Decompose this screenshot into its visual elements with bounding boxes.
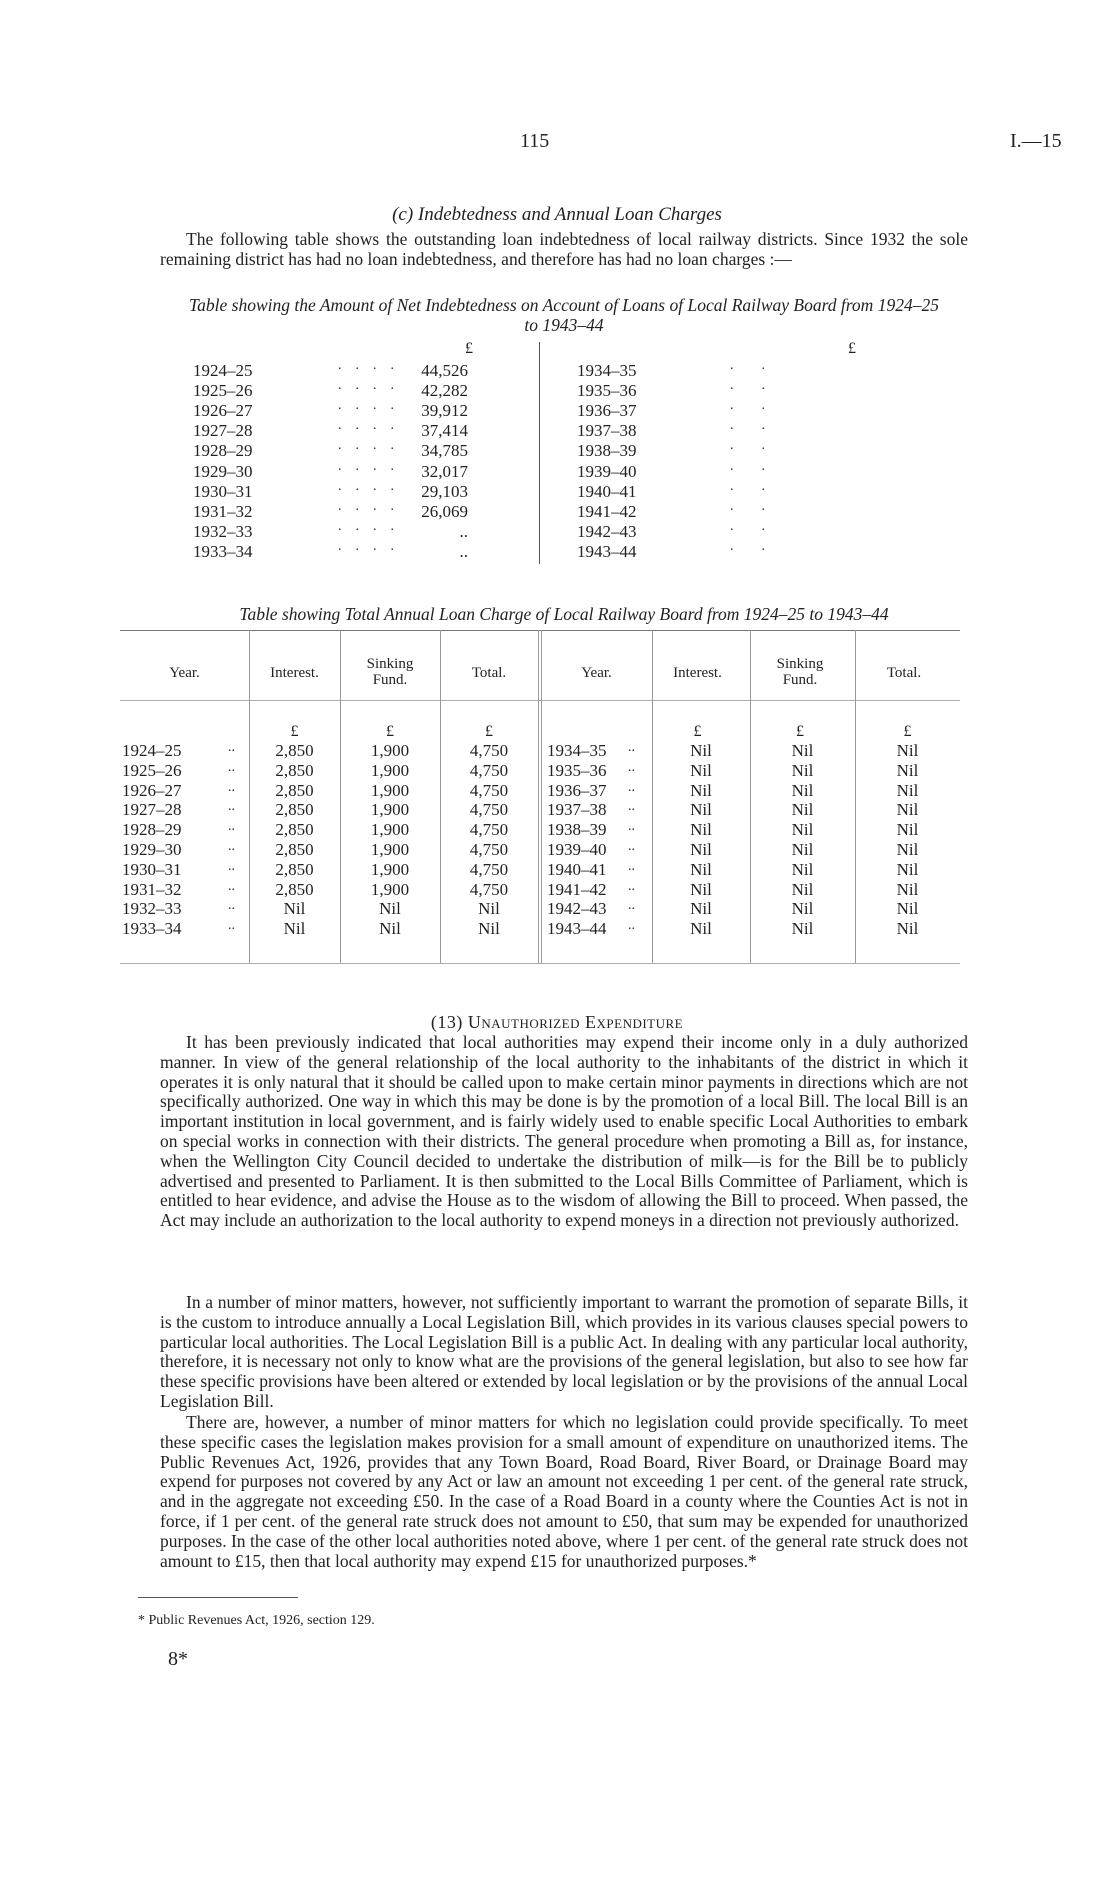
table2-year: 1943–44 <box>547 919 607 939</box>
table2-interest-cell: 2,850 <box>275 780 314 800</box>
table1-value: .. <box>459 521 468 541</box>
table2-year: 1930–31 <box>122 859 182 879</box>
table2-total-cell: Nil <box>896 919 919 939</box>
table2-leader-dots: .. <box>228 878 235 894</box>
table2-total-cell: 4,750 <box>469 760 509 780</box>
table2-header-rule <box>120 700 960 701</box>
table2-total-cell: Nil <box>478 919 500 939</box>
table1-left-currency: £ <box>465 340 473 357</box>
table2-sinking-cell: Nil <box>791 899 814 919</box>
table2-year: 1933–34 <box>122 919 182 939</box>
table1-year: 1942–43 <box>577 521 637 541</box>
table2-interest-cell: Nil <box>690 879 712 899</box>
table1-year: 1932–33 <box>193 521 253 541</box>
table2-total-cell: Nil <box>896 840 919 859</box>
table1-year: 1928–29 <box>193 441 253 461</box>
table1-divider <box>539 342 540 564</box>
table1-value: 29,103 <box>421 481 468 501</box>
table2-column-rule <box>538 630 539 963</box>
table2-interest-cell: Nil <box>690 899 712 919</box>
table2-total-cell: Nil <box>896 741 919 760</box>
table2-sinking-cell: Nil <box>379 899 401 919</box>
table2-sinking-cell: Nil <box>791 741 814 760</box>
table1-value: 34,785 <box>421 441 468 461</box>
table1-year: 1935–36 <box>577 381 637 401</box>
table2-sinking-cell: Nil <box>791 780 814 800</box>
page-reference: I.—15 <box>1010 130 1062 152</box>
table2-year: 1932–33 <box>122 899 182 919</box>
table1-leader-dots: .... <box>338 378 408 394</box>
table2-leader-dots: .. <box>228 858 235 874</box>
table1-value: .. <box>730 378 793 394</box>
table2-year: 1938–39 <box>547 820 607 840</box>
table1-leader-dots: .... <box>338 358 408 373</box>
table2-leader-dots: .. <box>628 918 635 934</box>
table2-leader-dots: .. <box>228 839 235 854</box>
table2-header-total: Total. <box>886 665 922 681</box>
section-13-paragraph-2: In a number of minor matters, however, not sufficiently important to warrant the promotion of separate Bills, it is the custom to introduce annually a Local Legislation Bill, which provides in its various clauses special powers to particular local authorities. The Local Legislation Bill is a public Act. In dealing with any particular local authority, therefore, it is necessary not only to know what are the provisions of the general legislation, but also to see how far these specific provisions have been altered or extended by local legislation or by the provisions of the annual Local Legislation Bill. <box>160 1292 968 1411</box>
table2-leader-dots: .. <box>628 839 635 854</box>
table1-value: .. <box>730 438 793 454</box>
table2-total-cell: 4,750 <box>469 820 509 840</box>
table2-bottom-rule <box>120 963 960 964</box>
table2-interest-cell: Nil <box>690 741 712 760</box>
table2-sinking-cell: 1,900 <box>370 840 410 859</box>
table1-value: .. <box>459 541 468 561</box>
table1-value: .. <box>730 538 793 554</box>
table1-year: 1936–37 <box>577 401 637 421</box>
table2-total-cell: Nil <box>896 760 919 780</box>
table2-interest-cell: Nil <box>690 919 712 939</box>
table2-sinking-cell: 1,900 <box>370 820 410 840</box>
table2-leader-dots: .. <box>628 898 635 914</box>
table1-value: 37,414 <box>421 421 468 441</box>
table2-total-cell: 4,750 <box>469 741 509 760</box>
table2-year: 1942–43 <box>547 899 607 919</box>
table1-right-currency: £ <box>848 340 856 357</box>
table2-year: 1940–41 <box>547 859 607 879</box>
table2-total-cell: 4,750 <box>469 800 509 820</box>
table1-year: 1929–30 <box>193 461 253 481</box>
table2-currency: £ <box>290 723 299 740</box>
table2-header-sinking-line1: Sinking <box>366 656 414 672</box>
table1-value: .. <box>730 358 793 373</box>
table2-total-cell: Nil <box>896 859 919 879</box>
section-13-number: (13) <box>430 1012 463 1032</box>
table2-total-cell: 4,750 <box>469 859 509 879</box>
table2-interest-cell: 2,850 <box>275 800 314 820</box>
table2-interest-cell: Nil <box>690 800 712 820</box>
section-13-heading <box>0 1012 1114 1033</box>
table2-interest-cell: 2,850 <box>275 760 314 780</box>
table2-leader-dots: .. <box>628 759 635 775</box>
table1-value: .. <box>730 478 793 494</box>
table2-total-cell: Nil <box>896 800 919 820</box>
table2-caption: Table showing Total Annual Loan Charge of Local Railway Board from 1924–25 to 1943–44 <box>239 604 889 624</box>
table2-year: 1936–37 <box>547 780 607 800</box>
signature-mark: 8* <box>168 1648 188 1670</box>
table2-leader-dots: .. <box>228 799 235 815</box>
table2-interest-cell: Nil <box>690 760 712 780</box>
page-number: 115 <box>520 130 550 152</box>
table2-sinking-cell: 1,900 <box>370 780 410 800</box>
table2-sinking-cell: 1,900 <box>370 760 410 780</box>
table2-total-cell: Nil <box>896 780 919 800</box>
table2-sinking-cell: 1,900 <box>370 879 410 899</box>
table2-year: 1934–35 <box>547 741 607 760</box>
table2-year: 1928–29 <box>122 820 182 840</box>
table2-total-cell: Nil <box>896 820 919 840</box>
table2-currency: £ <box>903 723 912 740</box>
table2-header-total: Total. <box>471 665 507 681</box>
table2-header-sinking-line1: Sinking <box>776 656 824 672</box>
table1-leader-dots: .... <box>338 518 408 534</box>
table1-year: 1925–26 <box>193 381 253 401</box>
table2-interest-cell: 2,850 <box>275 820 314 840</box>
table2-interest-cell: Nil <box>690 840 712 859</box>
table1-caption-line1: Table showing the Amount of Net Indebtedness on Account of Loans of Local Railway Board from 1924–25 <box>189 295 939 315</box>
table2-interest-cell: Nil <box>283 919 306 939</box>
table1-year: 1927–28 <box>193 421 253 441</box>
table2-interest-cell: 2,850 <box>275 741 314 760</box>
table1-value: .. <box>730 458 793 474</box>
table2-sinking-cell: Nil <box>791 859 814 879</box>
table1-value: 32,017 <box>421 461 468 481</box>
table1-leader-dots: .... <box>338 498 408 514</box>
table2-leader-dots: .. <box>228 779 235 795</box>
table2-sinking-cell: Nil <box>379 919 401 939</box>
table1-year: 1937–38 <box>577 421 637 441</box>
section-13-paragraph-3: There are, however, a number of minor matters for which no legislation could provide specifically. To meet these specific cases the legislation makes provision for a small amount of expenditure on unauthorized items. The Public Revenues Act, 1926, provides that any Town Board, Road Board, River Board, or Drainage Board may expend for purposes not covered by any Act or law an amount not exceeding 1 per cent. of the general rate struck, and in the aggregate not exceeding £50. In the case of a Road Board in a county where the Counties Act is not in force, if 1 per cent. of the general rate struck does not amount to £50, that sum may be expended for unauthorized purposes. In the case of the other local authorities noted above, where 1 per cent. of the general rate struck does not amount to £15, then that local authority may expend £15 for unauthorized purposes.* <box>160 1412 968 1571</box>
table1-year: 1940–41 <box>577 481 637 501</box>
table2-leader-dots: .. <box>628 858 635 874</box>
table2-leader-dots: .. <box>228 898 235 914</box>
table2-interest-cell: 2,850 <box>275 879 314 899</box>
table2-currency: £ <box>796 723 804 740</box>
table2-interest-cell: Nil <box>690 820 712 840</box>
table2-currency: £ <box>485 723 493 740</box>
table2-total-cell: 4,750 <box>469 840 509 859</box>
table1-year: 1938–39 <box>577 441 637 461</box>
table2-year: 1926–27 <box>122 780 182 800</box>
section-13-title: Unauthorized Expenditure <box>467 1012 684 1032</box>
table1-year: 1924–25 <box>193 361 253 380</box>
table1-leader-dots: .... <box>338 478 408 494</box>
table2-year: 1925–26 <box>122 760 182 780</box>
table1-year: 1926–27 <box>193 401 253 421</box>
table2-sinking-cell: 1,900 <box>370 800 410 820</box>
table2-leader-dots: .. <box>228 759 235 775</box>
table1-year: 1939–40 <box>577 461 637 481</box>
table2-header-interest: Interest. <box>270 665 319 681</box>
table2-year: 1931–32 <box>122 879 182 899</box>
table2-interest-cell: Nil <box>690 859 712 879</box>
table2-leader-dots: .. <box>228 918 235 934</box>
section-c-intro: The following table shows the outstanding loan indebtedness of local railway districts. Since 1932 the sole remaining district has had no loan indebtedness, and therefore has had no loan charges :— <box>160 229 968 269</box>
table1-caption-line2: to 1943–44 <box>524 315 604 335</box>
table1-value: 26,069 <box>421 501 468 521</box>
table2-sinking-cell: Nil <box>791 879 814 899</box>
table2-total-cell: Nil <box>896 899 919 919</box>
table2-header-year: Year. <box>169 665 200 681</box>
table2-year: 1937–38 <box>547 800 607 820</box>
table2-interest-cell: 2,850 <box>275 859 314 879</box>
table2-year: 1939–40 <box>547 840 607 859</box>
table2-year: 1924–25 <box>122 741 182 760</box>
table2-sinking-cell: Nil <box>791 919 814 939</box>
table2-year: 1935–36 <box>547 760 607 780</box>
table1-value: 44,526 <box>421 361 468 380</box>
table1-leader-dots: .... <box>338 538 408 554</box>
table2-top-rule <box>120 630 960 631</box>
table1-year: 1933–34 <box>193 541 253 561</box>
table2-header-interest: Interest. <box>673 665 722 681</box>
table1-value: 39,912 <box>421 401 468 421</box>
table1-year: 1930–31 <box>193 481 253 501</box>
table2-sinking-cell: 1,900 <box>370 859 410 879</box>
table1-caption <box>160 295 968 335</box>
table2-sinking-cell: Nil <box>791 760 814 780</box>
table1-year: 1941–42 <box>577 501 637 521</box>
table2-total-cell: 4,750 <box>469 879 509 899</box>
table2-leader-dots: .. <box>228 819 235 835</box>
table2-interest-cell: 2,850 <box>275 840 314 859</box>
table2-year: 1941–42 <box>547 879 607 899</box>
table2-leader-dots: .. <box>228 740 235 755</box>
table2-year: 1927–28 <box>122 800 182 820</box>
table2-leader-dots: .. <box>628 779 635 795</box>
section-13-paragraph-1: It has been previously indicated that local authorities may expend their income only in a duly authorized manner. In view of the general relationship of the local authority to the inhabitants of the district in which it operates it is only natural that it should be called upon to make certain minor payments in directions which are not specifically authorized. One way in which this may be done is by the promotion of a local Bill. The local Bill is an important institution in local government, and is fairly widely used to enable specific Local Authorities to embark on special works in connection with their districts. The general procedure when promoting a Bill as, for instance, when the Wellington City Council decided to undertake the distribution of milk—is for the Bill be to publicly advertised and presented to Parliament. It is then submitted to the Local Bills Committee of Parliament, which is entitled to hear evidence, and advise the House as to the wisdom of allowing the Bill to proceed. When passed, the Act may include an authorization to the local authority to expend moneys in a direction not previously authorized. <box>160 1032 968 1231</box>
section-c-heading: (c) Indebtedness and Annual Loan Charges <box>392 204 722 225</box>
table2-leader-dots: .. <box>628 819 635 835</box>
table2-year: 1929–30 <box>122 840 182 859</box>
table1-value: .. <box>730 518 793 534</box>
table2-leader-dots: .. <box>628 799 635 815</box>
footnote-rule <box>138 1597 298 1598</box>
table1-value: 42,282 <box>421 381 468 401</box>
table2-sinking-cell: Nil <box>791 800 814 820</box>
table1-value: .. <box>730 418 793 434</box>
table2-header-sinking-line2: Fund. <box>372 672 408 688</box>
table1-leader-dots: .... <box>338 458 408 474</box>
table1-value: .. <box>730 398 793 414</box>
table2-sinking-cell: Nil <box>791 820 814 840</box>
table1-leader-dots: .... <box>338 438 408 454</box>
table2-header-year: Year. <box>581 665 612 681</box>
table1-leader-dots: .... <box>338 418 408 434</box>
table1-leader-dots: .... <box>338 398 408 414</box>
table2-interest-cell: Nil <box>283 899 306 919</box>
table1-year: 1943–44 <box>577 541 637 561</box>
table2-total-cell: 4,750 <box>469 780 509 800</box>
table1-value: .. <box>730 498 793 514</box>
table2-interest-cell: Nil <box>690 780 712 800</box>
footnote: * Public Revenues Act, 1926, section 129. <box>138 1613 375 1628</box>
table2-leader-dots: .. <box>628 878 635 894</box>
table2-total-cell: Nil <box>478 899 500 919</box>
table2-header-sinking-line2: Fund. <box>782 672 818 688</box>
table2-currency: £ <box>386 723 394 740</box>
table1-year: 1931–32 <box>193 501 253 521</box>
table2-leader-dots: .. <box>628 740 635 755</box>
table2-total-cell: Nil <box>896 879 919 899</box>
table2-currency: £ <box>693 723 702 740</box>
table1-year: 1934–35 <box>577 361 637 380</box>
table2-sinking-cell: 1,900 <box>370 741 410 760</box>
table2-sinking-cell: Nil <box>791 840 814 859</box>
